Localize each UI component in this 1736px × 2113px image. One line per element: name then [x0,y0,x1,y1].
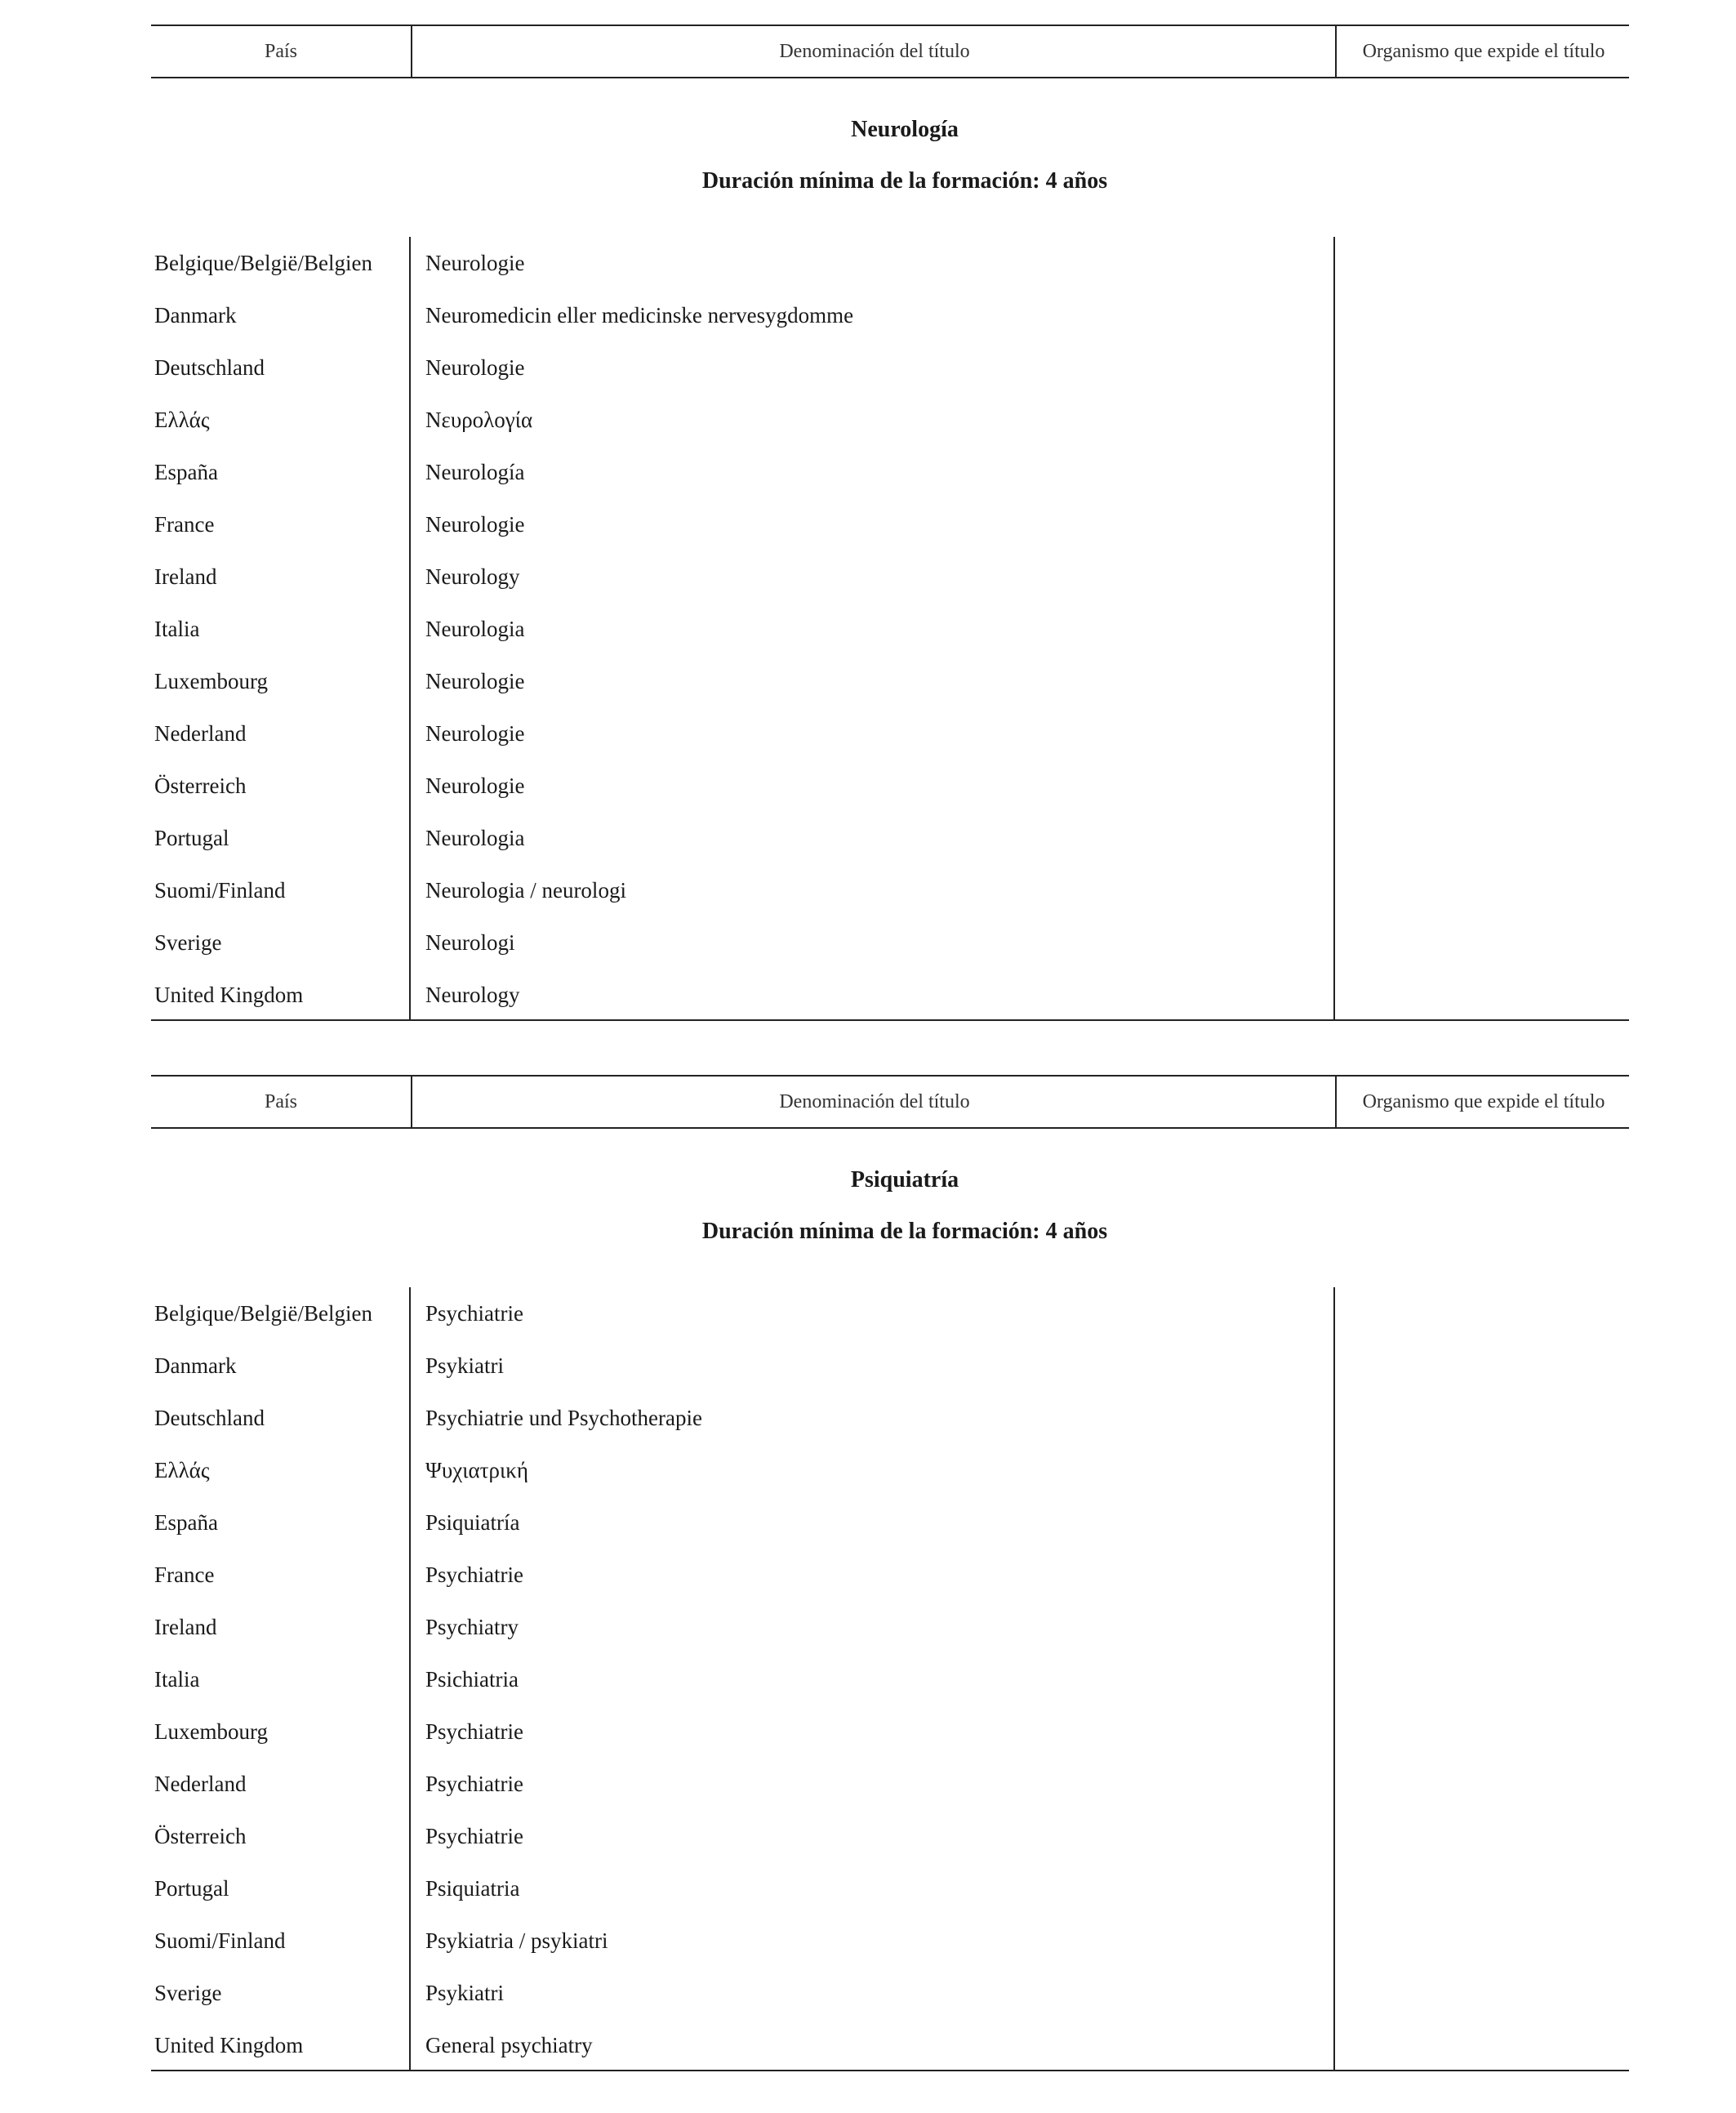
title-cell: Neurologia [425,617,525,641]
table-row [151,498,1629,551]
table-row [151,1287,1629,1340]
title-cell: General psychiatry [425,2033,593,2057]
table-row [151,1444,1629,1496]
country-cell: Belgique/België/Belgien [154,251,372,275]
title-cell: Psiquiatria [425,1876,520,1901]
table-header [151,1075,1629,1129]
country-cell: Ελλάς [154,408,210,432]
title-cell: Psychiatry [425,1615,519,1639]
country-cell: Deutschland [154,355,265,380]
country-cell: United Kingdom [154,983,304,1007]
table-row [151,916,1629,969]
table-row [151,707,1629,760]
header-issuing-body: Organismo que expide el título [1335,1077,1631,1127]
title-cell: Neurologie [425,669,525,693]
title-cell: Neurologie [425,512,525,537]
title-cell: Psykiatri [425,1981,505,2005]
country-cell: United Kingdom [154,2033,304,2057]
country-cell: Belgique/België/Belgien [154,1301,372,1326]
title-cell: Psychiatrie [425,1301,523,1326]
table-body [151,1287,1629,2071]
table-row [151,1862,1629,1915]
country-cell: Italia [154,1667,200,1692]
country-cell: Ireland [154,564,217,589]
section-heading: Neurología [851,117,959,142]
country-cell: Deutschland [154,1406,265,1430]
header-country: País [264,1090,297,1112]
country-cell: Ireland [154,1615,217,1639]
table-row [151,760,1629,812]
table-row [151,2019,1629,2071]
header-title: Denominación del título [411,26,1337,77]
table-row [151,1810,1629,1862]
table-row [151,1705,1629,1758]
country-cell: Luxembourg [154,669,268,693]
section-duration: Duración mínima de la formación: 4 años [701,168,1108,194]
table-row [151,812,1629,864]
table-body [151,237,1629,1021]
country-cell: France [154,1562,215,1587]
title-cell: Psiquiatría [425,1510,520,1535]
title-cell: Neurología [425,460,525,484]
header-title: Denominación del título [411,1077,1337,1127]
table-row [151,655,1629,707]
country-cell: Nederland [154,1772,247,1796]
title-cell: Neurologia / neurologi [425,878,626,903]
table-row [151,864,1629,916]
table-row [151,341,1629,394]
title-cell: Psichiatria [425,1667,519,1692]
title-cell: Psykiatri [425,1353,505,1378]
country-cell: Nederland [154,721,247,746]
title-cell: Ψυχιατρική [425,1458,528,1482]
title-cell: Psychiatrie [425,1719,523,1744]
country-cell: España [154,460,218,484]
section-duration: Duración mínima de la formación: 4 años [701,1219,1108,1244]
title-cell: Psychiatrie [425,1562,523,1587]
title-cell: Psychiatrie [425,1772,523,1796]
header-country: País [264,40,297,62]
table-row [151,446,1629,498]
table-row [151,603,1629,655]
title-cell: Neuromedicin eller medicinske nervesygdomme [425,303,854,328]
country-cell: Italia [154,617,200,641]
country-cell: Sverige [154,930,222,955]
section-heading: Psiquiatría [850,1167,959,1192]
table-row [151,1601,1629,1653]
table-row [151,1758,1629,1810]
title-cell: Neurologia [425,826,525,850]
table-header [151,25,1629,78]
title-cell: Neurologie [425,721,525,746]
table-row [151,1392,1629,1444]
title-cell: Neurology [425,564,520,589]
country-cell: Luxembourg [154,1719,268,1744]
country-cell: Ελλάς [154,1458,210,1482]
header-issuing-body: Organismo que expide el título [1335,26,1631,77]
title-cell: Psychiatrie und Psychotherapie [425,1406,702,1430]
country-cell: Suomi/Finland [154,1928,286,1953]
country-cell: Österreich [154,1824,247,1848]
title-cell: Νευρολογία [425,408,533,432]
table-row [151,1340,1629,1392]
title-cell: Psychiatrie [425,1824,523,1848]
title-cell: Neurology [425,983,520,1007]
country-cell: Sverige [154,1981,222,2005]
table-row [151,969,1629,1021]
title-cell: Neurologie [425,251,525,275]
country-cell: España [154,1510,218,1535]
table-row [151,1915,1629,1967]
table-row [151,394,1629,446]
country-cell: France [154,512,215,537]
country-cell: Portugal [154,826,229,850]
country-cell: Österreich [154,773,247,798]
title-cell: Neurologie [425,773,525,798]
title-cell: Psykiatria / psykiatri [425,1928,608,1953]
country-cell: Portugal [154,1876,229,1901]
country-cell: Danmark [154,1353,237,1378]
title-cell: Neurologie [425,355,525,380]
table-row [151,237,1629,289]
table-row [151,1653,1629,1705]
country-cell: Danmark [154,303,237,328]
table-row [151,1549,1629,1601]
table-row [151,1496,1629,1549]
table-row [151,289,1629,341]
table-row [151,551,1629,603]
country-cell: Suomi/Finland [154,878,286,903]
table-row [151,1967,1629,2019]
title-cell: Neurologi [425,930,515,955]
